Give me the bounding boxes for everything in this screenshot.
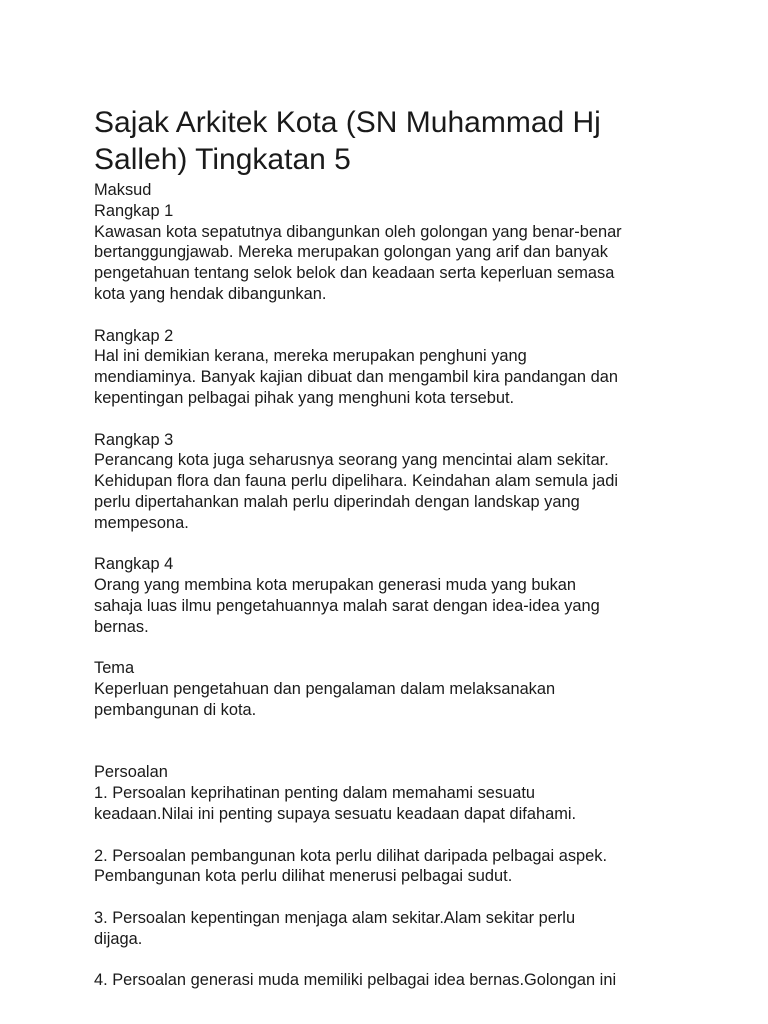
paragraph-line: Kawasan kota sepatutnya dibangunkan oleh golongan yang benar-benar: [94, 222, 622, 241]
paragraph-line: Keperluan pengetahuan dan pengalaman dalam melaksanakan: [94, 680, 556, 699]
paragraph-spacer: [94, 887, 714, 908]
paragraph-line: perlu dipertahankan malah perlu diperindah dengan landskap yang: [94, 492, 580, 511]
list-item-line: Pembangunan kota perlu dilihat menerusi pelbagai sudut.: [94, 867, 513, 886]
list-item-line: dijaga.: [94, 929, 143, 948]
title-line: Salleh) Tingkatan 5: [94, 143, 351, 176]
paragraph-spacer: [94, 721, 714, 763]
title-line: Sajak Arkitek Kota (SN Muhammad Hj: [94, 106, 601, 139]
paragraph-spacer: [94, 534, 714, 555]
paragraph-line: kepentingan pelbagai pihak yang menghuni kota tersebut.: [94, 388, 515, 407]
paragraph-line: mendiaminya. Banyak kajian dibuat dan mengambil kira pandangan dan: [94, 368, 618, 387]
paragraph-line: pembangunan di kota.: [94, 700, 257, 719]
section-rangkap-3: [94, 430, 714, 534]
section-rangkap-4: [94, 554, 714, 637]
heading-rangkap-3: Rangkap 3: [94, 430, 174, 449]
paragraph-line: kota yang hendak dibangunkan.: [94, 284, 327, 303]
section-persoalan: [94, 762, 714, 824]
paragraph-spacer: [94, 638, 714, 659]
paragraph-spacer: [94, 305, 714, 326]
paragraph-line: bernas.: [94, 617, 149, 636]
list-item-4: [94, 970, 714, 991]
list-item-2: [94, 846, 714, 888]
section-rangkap-2: [94, 326, 714, 409]
paragraph-spacer: [94, 825, 714, 846]
heading-rangkap-1: Rangkap 1: [94, 201, 174, 220]
heading-rangkap-4: Rangkap 4: [94, 555, 174, 574]
paragraph-line: Hal ini demikian kerana, mereka merupakan penghuni yang: [94, 347, 527, 366]
paragraph-line: mempesona.: [94, 513, 189, 532]
paragraph-spacer: [94, 949, 714, 970]
paragraph-line: Perancang kota juga seharusnya seorang yang mencintai alam sekitar.: [94, 451, 609, 470]
paragraph-line: pengetahuan tentang selok belok dan keadaan serta keperluan semasa: [94, 264, 615, 283]
list-item-line: 1. Persoalan keprihatinan penting dalam memahami sesuatu: [94, 784, 535, 803]
document-title: [94, 104, 714, 178]
paragraph-line: Orang yang membina kota merupakan generasi muda yang bukan: [94, 576, 576, 595]
list-item-line: keadaan.Nilai ini penting supaya sesuatu keadaan dapat difahami.: [94, 804, 577, 823]
paragraph-line: bertanggungjawab. Mereka merupakan golongan yang arif dan banyak: [94, 243, 608, 262]
paragraph-line: Kehidupan flora dan fauna perlu dipelihara. Keindahan alam semula jadi: [94, 472, 618, 491]
list-item-3: [94, 908, 714, 950]
heading-maksud: Maksud: [94, 181, 152, 199]
heading-tema: Tema: [94, 659, 135, 678]
section-maksud-rangkap-1: [94, 180, 714, 305]
list-item-line: 4. Persoalan generasi muda memiliki pelbagai idea bernas.Golongan ini: [94, 971, 617, 990]
document-page: [94, 104, 714, 991]
document-body: [94, 180, 714, 991]
list-item-line: 2. Persoalan pembangunan kota perlu dilihat daripada pelbagai aspek.: [94, 846, 608, 865]
list-item-line: 3. Persoalan kepentingan menjaga alam sekitar.Alam sekitar perlu: [94, 908, 576, 927]
paragraph-spacer: [94, 409, 714, 430]
paragraph-line: sahaja luas ilmu pengetahuannya malah sarat dengan idea-idea yang: [94, 596, 600, 615]
heading-persoalan: Persoalan: [94, 763, 168, 782]
heading-rangkap-2: Rangkap 2: [94, 326, 174, 345]
section-tema: [94, 658, 714, 720]
